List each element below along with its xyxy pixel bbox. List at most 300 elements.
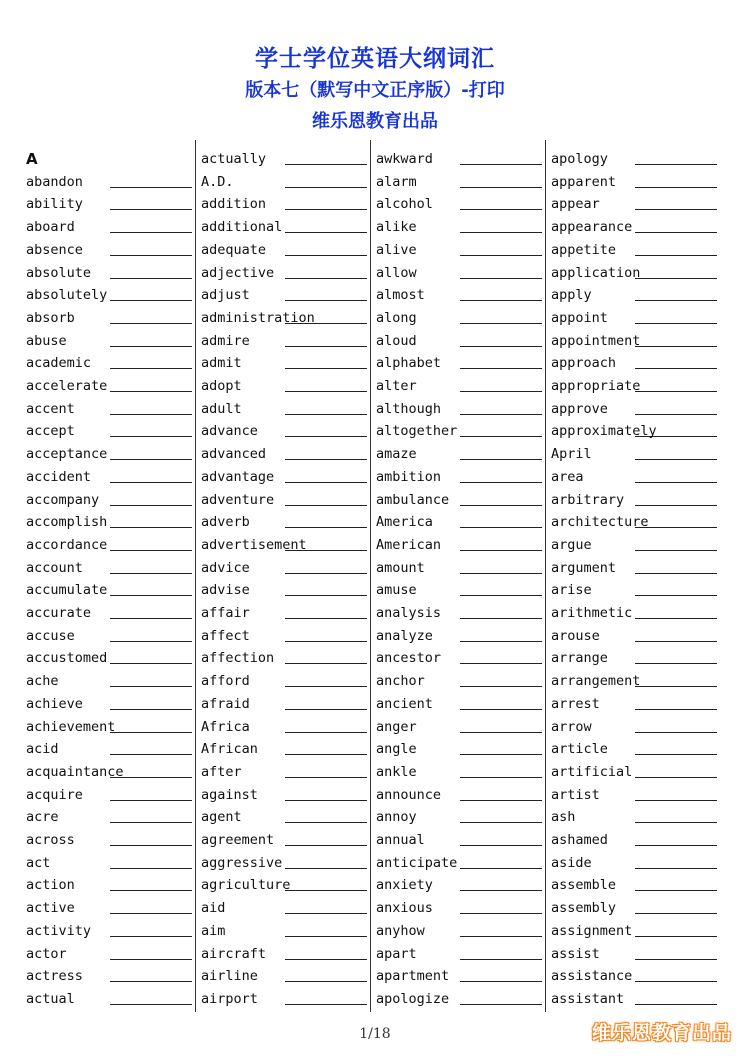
word-row: [547, 986, 717, 1008]
answer-blank-line[interactable]: [285, 709, 367, 710]
answer-blank-line[interactable]: [285, 845, 367, 846]
vocabulary-word: accelerate: [26, 378, 108, 394]
answer-blank-line[interactable]: [460, 618, 542, 619]
vocabulary-word: annoy: [376, 809, 417, 826]
answer-blank-line[interactable]: [635, 209, 717, 210]
answer-blank-line[interactable]: [110, 868, 192, 869]
answer-blank-line[interactable]: [635, 709, 717, 710]
word-row: [372, 850, 542, 872]
vocabulary-word: academic: [26, 355, 92, 372]
answer-blank-line[interactable]: [460, 436, 542, 437]
answer-blank-line[interactable]: [110, 663, 192, 664]
answer-blank-line[interactable]: [110, 368, 192, 369]
answer-blank-line[interactable]: [110, 209, 192, 210]
word-row: [372, 464, 542, 486]
answer-blank-line[interactable]: [460, 709, 542, 710]
answer-blank-line[interactable]: [460, 550, 542, 551]
answer-blank-line[interactable]: [460, 527, 542, 528]
word-row: [372, 895, 542, 917]
answer-blank-line[interactable]: [285, 391, 367, 392]
word-row: [22, 850, 192, 872]
answer-blank-line[interactable]: [635, 164, 717, 165]
vocabulary-word: analyze: [376, 627, 433, 644]
word-row: [547, 555, 717, 577]
vocabulary-word: alphabet: [376, 355, 442, 372]
word-row: [22, 736, 192, 758]
vocabulary-word: although: [376, 400, 442, 417]
word-row: [197, 736, 367, 758]
answer-blank-line[interactable]: [285, 573, 367, 574]
word-row: [372, 714, 542, 736]
word-row: [372, 804, 542, 826]
answer-blank-line[interactable]: [460, 459, 542, 460]
answer-blank-line[interactable]: [110, 1004, 192, 1005]
answer-blank-line[interactable]: [285, 164, 367, 165]
vocabulary-word: adverb: [201, 514, 250, 531]
answer-blank-line[interactable]: [460, 209, 542, 210]
answer-blank-line[interactable]: [460, 323, 542, 324]
answer-blank-line[interactable]: [110, 323, 192, 324]
vocabulary-word: arouse: [551, 627, 600, 644]
vocabulary-word: awkward: [376, 151, 433, 167]
vocabulary-word: addition: [201, 196, 267, 213]
answer-blank-line[interactable]: [285, 346, 367, 347]
vocabulary-word: arrangement: [551, 673, 641, 690]
vocabulary-word: adventure: [201, 491, 275, 508]
answer-blank-line[interactable]: [110, 709, 192, 710]
word-row: [22, 441, 192, 463]
vocabulary-word: acceptance: [26, 446, 108, 463]
answer-blank-line[interactable]: [110, 550, 192, 551]
answer-blank-line[interactable]: [110, 391, 192, 392]
answer-blank-line[interactable]: [110, 482, 192, 483]
answer-blank-line[interactable]: [110, 595, 192, 596]
answer-blank-line[interactable]: [460, 663, 542, 664]
answer-blank-line[interactable]: [285, 890, 367, 891]
word-row: [197, 464, 367, 486]
answer-blank-line[interactable]: [460, 777, 542, 778]
answer-blank-line[interactable]: [285, 732, 367, 733]
answer-blank-line[interactable]: [285, 959, 367, 960]
vocabulary-word: assistance: [551, 968, 633, 985]
answer-blank-line[interactable]: [110, 754, 192, 755]
vocabulary-word: artificial: [551, 763, 633, 780]
word-row: [372, 418, 542, 440]
answer-blank-line[interactable]: [460, 255, 542, 256]
vocabulary-word: anxious: [376, 900, 433, 917]
vocabulary-word: America: [376, 514, 433, 531]
vocabulary-word: amuse: [376, 582, 417, 599]
vocabulary-word: accordance: [26, 536, 108, 553]
word-row: [372, 214, 542, 236]
answer-blank-line[interactable]: [635, 754, 717, 755]
word-row: [372, 963, 542, 985]
answer-blank-line[interactable]: [635, 368, 717, 369]
answer-blank-line[interactable]: [110, 732, 192, 733]
vocabulary-word: annual: [376, 832, 425, 848]
word-row: [372, 237, 542, 259]
vocabulary-word: actor: [26, 945, 67, 962]
word-row: [22, 487, 192, 509]
word-row: [22, 759, 192, 781]
vocabulary-word: assist: [551, 945, 600, 962]
answer-blank-line[interactable]: [635, 890, 717, 891]
word-row: [197, 600, 367, 622]
answer-blank-line[interactable]: [110, 890, 192, 891]
word-row: [372, 373, 542, 395]
word-row: [22, 804, 192, 826]
vocabulary-word: apologize: [376, 990, 450, 1007]
answer-blank-line[interactable]: [635, 981, 717, 982]
answer-blank-line[interactable]: [285, 868, 367, 869]
answer-blank-line[interactable]: [635, 414, 717, 415]
word-row: [197, 895, 367, 917]
vocabulary-word: accumulate: [26, 582, 108, 599]
answer-blank-line[interactable]: [635, 346, 717, 347]
answer-blank-line[interactable]: [110, 959, 192, 960]
answer-blank-line[interactable]: [635, 822, 717, 823]
word-row: [22, 214, 192, 236]
word-row: [197, 986, 367, 1008]
vocabulary-word: assignment: [551, 922, 633, 939]
word-row: [22, 373, 192, 395]
vocabulary-word: area: [551, 468, 584, 485]
word-row: [197, 714, 367, 736]
vocabulary-word: account: [26, 559, 83, 576]
answer-blank-line[interactable]: [460, 414, 542, 415]
vocabulary-word: ash: [551, 809, 576, 826]
answer-blank-line[interactable]: [110, 845, 192, 846]
answer-blank-line[interactable]: [285, 777, 367, 778]
answer-blank-line[interactable]: [285, 209, 367, 210]
answer-blank-line[interactable]: [110, 346, 192, 347]
answer-blank-line[interactable]: [460, 278, 542, 279]
vocabulary-word: anger: [376, 718, 417, 735]
vocabulary-word: ashamed: [551, 832, 608, 848]
answer-blank-line[interactable]: [635, 686, 717, 687]
vocabulary-word: actual: [26, 990, 75, 1007]
answer-blank-line[interactable]: [635, 232, 717, 233]
word-row: [547, 237, 717, 259]
vocabulary-word: allow: [376, 264, 417, 281]
answer-blank-line[interactable]: [460, 868, 542, 869]
answer-blank-line[interactable]: [285, 482, 367, 483]
answer-blank-line[interactable]: [110, 981, 192, 982]
vocabulary-word: ache: [26, 673, 59, 690]
vocabulary-word: arithmetic: [551, 605, 633, 621]
vocabulary-word: acquire: [26, 786, 83, 803]
answer-blank-line[interactable]: [285, 278, 367, 279]
answer-blank-line[interactable]: [110, 527, 192, 528]
answer-blank-line[interactable]: [460, 936, 542, 937]
vocabulary-word: aside: [551, 854, 592, 871]
answer-blank-line[interactable]: [285, 618, 367, 619]
answer-blank-line[interactable]: [635, 1004, 717, 1005]
vocabulary-word: A.D.: [201, 173, 234, 190]
answer-blank-line[interactable]: [460, 913, 542, 914]
vocabulary-word: approve: [551, 400, 608, 417]
answer-blank-line[interactable]: [635, 323, 717, 324]
word-row: [197, 759, 367, 781]
answer-blank-line[interactable]: [460, 391, 542, 392]
vocabulary-word: affect: [201, 627, 250, 644]
vocabulary-word: apology: [551, 151, 608, 167]
answer-blank-line[interactable]: [635, 800, 717, 801]
answer-blank-line[interactable]: [460, 232, 542, 233]
vocabulary-word: advantage: [201, 468, 275, 485]
answer-blank-line[interactable]: [635, 278, 717, 279]
word-row: [22, 260, 192, 282]
answer-blank-line[interactable]: [460, 732, 542, 733]
word-row: [22, 532, 192, 554]
vocabulary-word: analysis: [376, 605, 442, 621]
word-row: [547, 169, 717, 191]
answer-blank-line[interactable]: [635, 913, 717, 914]
vocabulary-word: alive: [376, 241, 417, 258]
word-row: [197, 396, 367, 418]
vocabulary-word: aggressive: [201, 854, 283, 871]
word-row: [197, 555, 367, 577]
vocabulary-word: almost: [376, 287, 425, 304]
column-divider: [545, 140, 546, 1012]
word-row: [197, 872, 367, 894]
word-row: [197, 418, 367, 440]
answer-blank-line[interactable]: [110, 800, 192, 801]
answer-blank-line[interactable]: [110, 913, 192, 914]
vocabulary-word: ambition: [376, 468, 442, 485]
word-row: [547, 577, 717, 599]
word-row: [197, 441, 367, 463]
word-row: [22, 577, 192, 599]
answer-blank-line[interactable]: [285, 232, 367, 233]
answer-blank-line[interactable]: [285, 1004, 367, 1005]
vocabulary-word: arbitrary: [551, 491, 625, 508]
word-row: [372, 623, 542, 645]
vocabulary-word: argument: [551, 559, 617, 576]
word-row: [197, 623, 367, 645]
answer-blank-line[interactable]: [635, 868, 717, 869]
vocabulary-word: admit: [201, 355, 242, 372]
answer-blank-line[interactable]: [285, 754, 367, 755]
answer-blank-line[interactable]: [285, 368, 367, 369]
vocabulary-word: ancestor: [376, 650, 442, 667]
word-row: [547, 328, 717, 350]
answer-blank-line[interactable]: [110, 414, 192, 415]
answer-blank-line[interactable]: [635, 936, 717, 937]
word-row: [22, 782, 192, 804]
answer-blank-line[interactable]: [635, 187, 717, 188]
answer-blank-line[interactable]: [635, 595, 717, 596]
answer-blank-line[interactable]: [635, 482, 717, 483]
answer-blank-line[interactable]: [635, 391, 717, 392]
vocabulary-word: affection: [201, 650, 275, 667]
word-row: [197, 146, 367, 168]
answer-blank-line[interactable]: [285, 459, 367, 460]
word-row: [547, 850, 717, 872]
vocabulary-word: agent: [201, 809, 242, 826]
word-row: [372, 396, 542, 418]
answer-blank-line[interactable]: [110, 822, 192, 823]
answer-blank-line[interactable]: [460, 822, 542, 823]
answer-blank-line[interactable]: [460, 482, 542, 483]
answer-blank-line[interactable]: [460, 368, 542, 369]
word-row: [197, 169, 367, 191]
word-row: [197, 941, 367, 963]
answer-blank-line[interactable]: [635, 663, 717, 664]
answer-blank-line[interactable]: [460, 595, 542, 596]
answer-blank-line[interactable]: [110, 459, 192, 460]
answer-blank-line[interactable]: [460, 300, 542, 301]
answer-blank-line[interactable]: [110, 300, 192, 301]
answer-blank-line[interactable]: [110, 618, 192, 619]
word-row: [372, 691, 542, 713]
word-row: [22, 827, 192, 849]
vocabulary-word: adopt: [201, 378, 242, 394]
answer-blank-line[interactable]: [110, 278, 192, 279]
word-row: [547, 418, 717, 440]
answer-blank-line[interactable]: [285, 414, 367, 415]
answer-blank-line[interactable]: [285, 686, 367, 687]
word-row: [197, 668, 367, 690]
vocabulary-word: absolute: [26, 264, 92, 281]
word-row: [547, 282, 717, 304]
word-row: [22, 872, 192, 894]
vocabulary-word: approximately: [551, 423, 657, 440]
answer-blank-line[interactable]: [635, 255, 717, 256]
answer-blank-line[interactable]: [110, 936, 192, 937]
answer-blank-line[interactable]: [110, 436, 192, 437]
answer-blank-line[interactable]: [460, 1004, 542, 1005]
answer-blank-line[interactable]: [460, 505, 542, 506]
answer-blank-line[interactable]: [460, 641, 542, 642]
word-row: [372, 827, 542, 849]
vocabulary-word: accomplish: [26, 514, 108, 531]
answer-blank-line[interactable]: [635, 959, 717, 960]
answer-blank-line[interactable]: [285, 505, 367, 506]
answer-blank-line[interactable]: [285, 936, 367, 937]
vocabulary-word: ankle: [376, 763, 417, 780]
vocabulary-word: adjective: [201, 264, 275, 281]
vocabulary-word: arrest: [551, 695, 600, 712]
vocabulary-word: advanced: [201, 446, 267, 463]
answer-blank-line[interactable]: [635, 618, 717, 619]
answer-blank-line[interactable]: [285, 800, 367, 801]
answer-blank-line[interactable]: [285, 436, 367, 437]
answer-blank-line[interactable]: [285, 595, 367, 596]
word-row: [22, 509, 192, 531]
answer-blank-line[interactable]: [285, 981, 367, 982]
vocabulary-word: alter: [376, 378, 417, 394]
answer-blank-line[interactable]: [285, 822, 367, 823]
answer-blank-line[interactable]: [635, 732, 717, 733]
word-row: [547, 260, 717, 282]
word-row: [372, 555, 542, 577]
vocabulary-word: alike: [376, 219, 417, 236]
answer-blank-line[interactable]: [285, 913, 367, 914]
answer-blank-line[interactable]: [110, 255, 192, 256]
word-row: [197, 918, 367, 940]
word-row: [22, 941, 192, 963]
answer-blank-line[interactable]: [110, 187, 192, 188]
answer-blank-line[interactable]: [460, 573, 542, 574]
vocabulary-word: application: [551, 264, 641, 281]
answer-blank-line[interactable]: [635, 573, 717, 574]
word-row: [197, 509, 367, 531]
answer-blank-line[interactable]: [285, 187, 367, 188]
vocabulary-word: apartment: [376, 968, 450, 985]
vocabulary-word: apparent: [551, 173, 617, 190]
answer-blank-line[interactable]: [285, 527, 367, 528]
word-row: [372, 759, 542, 781]
answer-blank-line[interactable]: [635, 550, 717, 551]
answer-blank-line[interactable]: [635, 845, 717, 846]
word-row: [22, 963, 192, 985]
word-row: [197, 328, 367, 350]
word-row: [372, 941, 542, 963]
vocabulary-word: additional: [201, 219, 283, 236]
vocabulary-word: April: [551, 446, 592, 463]
answer-blank-line[interactable]: [460, 800, 542, 801]
answer-blank-line[interactable]: [460, 754, 542, 755]
answer-blank-line[interactable]: [460, 845, 542, 846]
answer-blank-line[interactable]: [110, 505, 192, 506]
vocabulary-word: appetite: [551, 241, 617, 258]
answer-blank-line[interactable]: [460, 959, 542, 960]
answer-blank-line[interactable]: [110, 232, 192, 233]
vocabulary-word: actually: [201, 151, 267, 167]
word-row: [547, 645, 717, 667]
answer-blank-line[interactable]: [460, 187, 542, 188]
answer-blank-line[interactable]: [285, 641, 367, 642]
word-row: [372, 645, 542, 667]
vocabulary-word: accept: [26, 423, 75, 440]
answer-blank-line[interactable]: [635, 459, 717, 460]
answer-blank-line[interactable]: [635, 641, 717, 642]
answer-blank-line[interactable]: [285, 300, 367, 301]
word-row: [22, 691, 192, 713]
answer-blank-line[interactable]: [460, 346, 542, 347]
answer-blank-line[interactable]: [635, 777, 717, 778]
answer-blank-line[interactable]: [110, 573, 192, 574]
answer-blank-line[interactable]: [460, 890, 542, 891]
document-subtitle: 版本七（默写中文正序版）-打印: [245, 80, 505, 101]
answer-blank-line[interactable]: [285, 255, 367, 256]
answer-blank-line[interactable]: [635, 505, 717, 506]
answer-blank-line[interactable]: [110, 686, 192, 687]
vocabulary-word: arrow: [551, 718, 592, 735]
word-row: [22, 986, 192, 1008]
vocabulary-word: anticipate: [376, 854, 458, 871]
vocabulary-word: appropriate: [551, 378, 641, 394]
answer-blank-line[interactable]: [110, 641, 192, 642]
word-row: [22, 714, 192, 736]
word-row: [547, 736, 717, 758]
answer-blank-line[interactable]: [635, 300, 717, 301]
vocabulary-word: achieve: [26, 695, 83, 712]
vocabulary-word: acquaintance: [26, 763, 124, 780]
word-row: [197, 237, 367, 259]
answer-blank-line[interactable]: [460, 686, 542, 687]
publisher-watermark: 维乐恩教育出品: [591, 1022, 732, 1044]
answer-blank-line[interactable]: [460, 981, 542, 982]
answer-blank-line[interactable]: [285, 663, 367, 664]
word-row: [197, 487, 367, 509]
vocabulary-word: aloud: [376, 332, 417, 349]
answer-blank-line[interactable]: [460, 164, 542, 165]
vocabulary-word: across: [26, 832, 75, 848]
vocabulary-word: advance: [201, 423, 258, 440]
word-row: [197, 532, 367, 554]
